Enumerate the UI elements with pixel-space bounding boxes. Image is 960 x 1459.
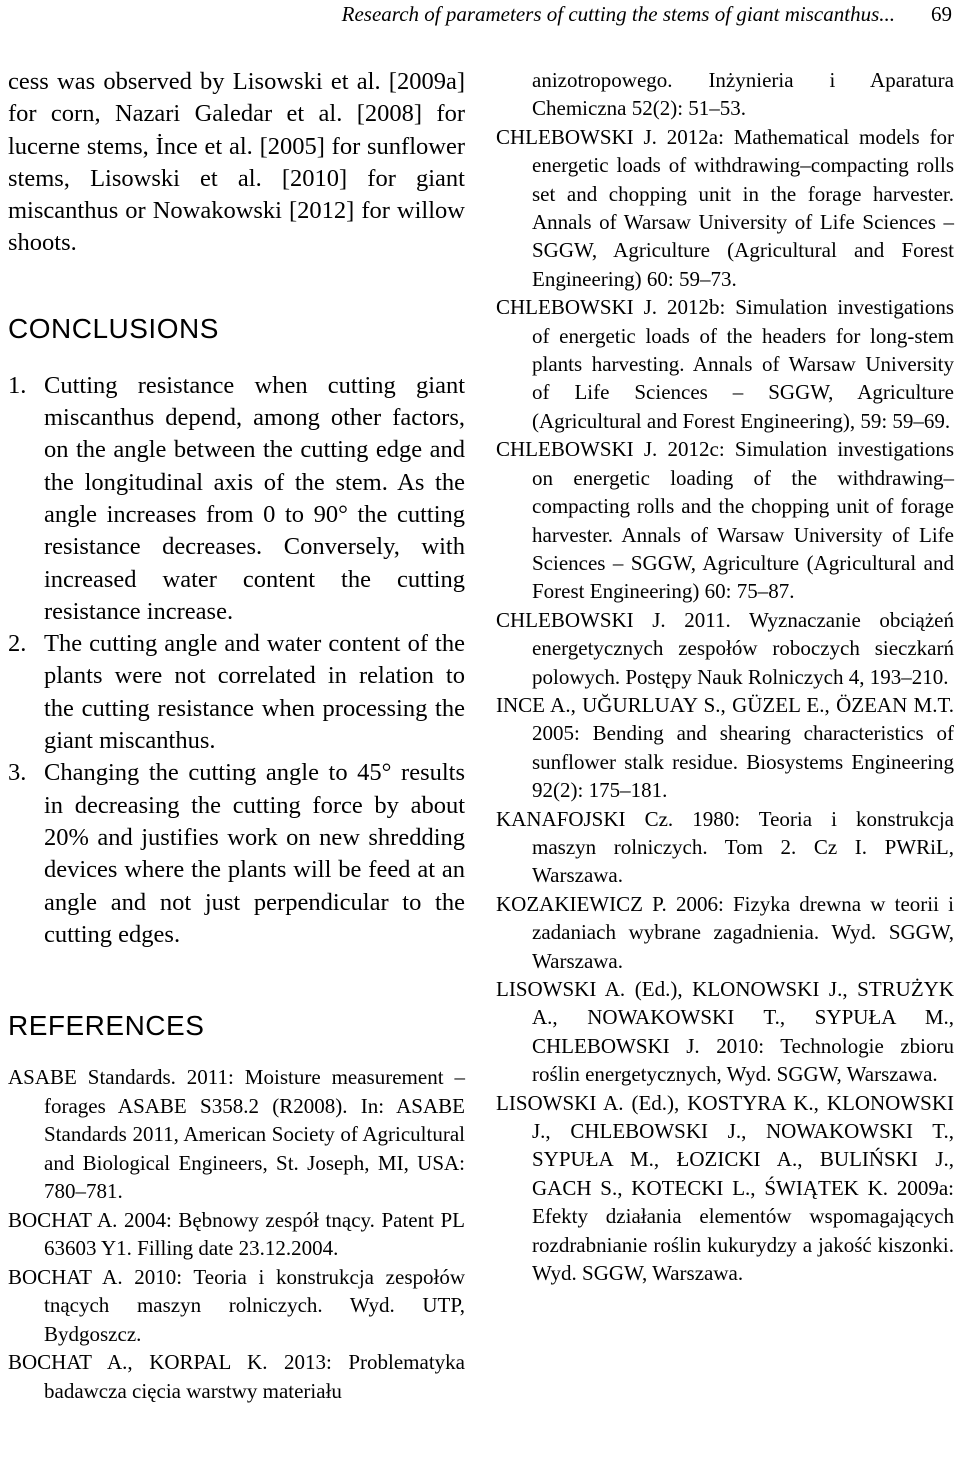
- conclusion-item: [8, 628, 465, 757]
- conclusion-number: 3.: [8, 759, 27, 787]
- reference-item: CHLEBOWSKI J. 2012a: Mathematical models for energetic loads of withdrawing–compacting rolls set and chopping unit in the forage harvester. Annals of Warsaw University of Life Sciences – SGGW, Agriculture (Agricultural and Forest Engineering) 60: 59–73.: [496, 124, 954, 291]
- reference-item: KOZAKIEWICZ P. 2006: Fizyka drewna w teorii i zadaniach wybrane zagadnienia. Wyd. SGGW, Warszawa.: [496, 891, 954, 973]
- conclusion-text: Cutting resistance when cutting giant miscanthus depend, among other factors, on the angle between the cutting edge and the longitudinal axis of the stem. As the angle increases from 0 to 90° the cutting resistance decreases. Conversely, with increased water content the cutting resistance increase.: [44, 371, 465, 625]
- intro-paragraph: cess was observed by Lisowski et al. [2009a] for corn, Nazari Galedar et al. [2008] for lucerne stems, İnce et al. [2005] for sunflower stems, Lisowski et al. [2010] for giant miscanthus or Nowakowski [2012] for willow shoots.: [8, 68, 465, 257]
- reference-item: INCE A., UĞURLUAY S., GÜZEL E., ÖZEAN M.T. 2005: Bending and shearing characteristics of sunflower stalk residue. Biosystems Engineering 92(2): 175–181.: [496, 692, 954, 803]
- reference-item: BOCHAT A., KORPAL K. 2013: Problematyka badawcza cięcia warstwy materiału: [8, 1350, 465, 1403]
- conclusion-item: [8, 370, 465, 628]
- reference-item: CHLEBOWSKI J. 2012b: Simulation investigations of energetic loads of the headers for long-stem plants harvesting. Annals of Warsaw University of Life Sciences – SGGW, Agriculture (Agricultural and Forest Engineering), 59: 59–69.: [496, 295, 954, 433]
- left-column: [8, 66, 465, 1405]
- running-header: [342, 0, 952, 28]
- reference-item: BOCHAT A. 2004: Bębnowy zespół tnący. Patent PL 63603 Y1. Filling date 23.12.2004.: [8, 1207, 465, 1261]
- reference-item: BOCHAT A. 2010: Teoria i konstrukcja zespołów tnących maszyn rolniczych. Wyd. UTP, Bydgoszcz.: [8, 1264, 465, 1346]
- conclusion-number: 1.: [8, 371, 27, 399]
- references-heading: REFERENCES: [8, 1010, 205, 1042]
- conclusion-item: [8, 757, 465, 951]
- page-number: 69: [931, 2, 952, 26]
- references-list-right: [496, 66, 954, 1287]
- right-column: [496, 66, 954, 1287]
- reference-item: KANAFOJSKI Cz. 1980: Teoria i konstrukcja maszyn rolniczych. Tom 2. Cz I. PWRiL, Warszawa.: [496, 806, 954, 888]
- reference-item: LISOWSKI A. (Ed.), KOSTYRA K., KLONOWSKI J., CHLEBOWSKI J., NOWAKOWSKI T., SYPUŁA M., ŁOZICKI A., BULIŃSKI J., GACH S., KOTECKI L., ŚWIĄTEK K. 2009a: Efekty działania elementów wspomagających rozdrabnianie roślin kukurydzy a jakość kiszonki. Wyd. SGGW, Warszawa.: [496, 1090, 954, 1286]
- conclusion-text: The cutting angle and water content of the plants were not correlated in relation to the cutting resistance when processing the giant miscanthus.: [44, 630, 465, 755]
- running-title: Research of parameters of cutting the stems of giant miscanthus...: [341, 2, 895, 26]
- conclusions-list: [8, 370, 465, 951]
- conclusions-heading: CONCLUSIONS: [8, 312, 219, 344]
- reference-continuation: anizotropowego. Inżynieria i Aparatura Chemiczna 52(2): 51–53.: [532, 68, 954, 121]
- reference-item: CHLEBOWSKI J. 2011. Wyznaczanie obciążeń energetycznych zespołów roboczych sieczkarń polowych. Postępy Nauk Rolniczych 4, 193–210.: [496, 607, 954, 689]
- reference-item: ASABE Standards. 2011: Moisture measurement – forages ASABE S358.2 (R2008). In: ASABE Standards 2011, American Society of Agricultural and Biological Engineers, St. Joseph, MI, USA: 780–781.: [8, 1065, 465, 1204]
- reference-item: CHLEBOWSKI J. 2012c: Simulation investigations on energetic loading of the withdrawing–compacting rolls and the chopping unit of forage harvester. Annals of Warsaw University of Life Sciences – SGGW, Agriculture (Agricultural and Forest Engineering) 60: 75–87.: [496, 437, 954, 604]
- conclusion-number: 2.: [8, 630, 27, 658]
- conclusion-text: Changing the cutting angle to 45° results in decreasing the cutting force by about 20% and justifies work on new shredding devices where the plants will be feed at an angle and not just perpendicular to the cutting edges.: [44, 759, 465, 948]
- references-list-left: [8, 1063, 465, 1405]
- reference-item: LISOWSKI A. (Ed.), KLONOWSKI J., STRUŻYK A., NOWAKOWSKI T., SYPUŁA M., CHLEBOWSKI J. 2010: Technologie zbioru roślin energetycznych, Wyd. SGGW, Warszawa.: [496, 977, 954, 1087]
